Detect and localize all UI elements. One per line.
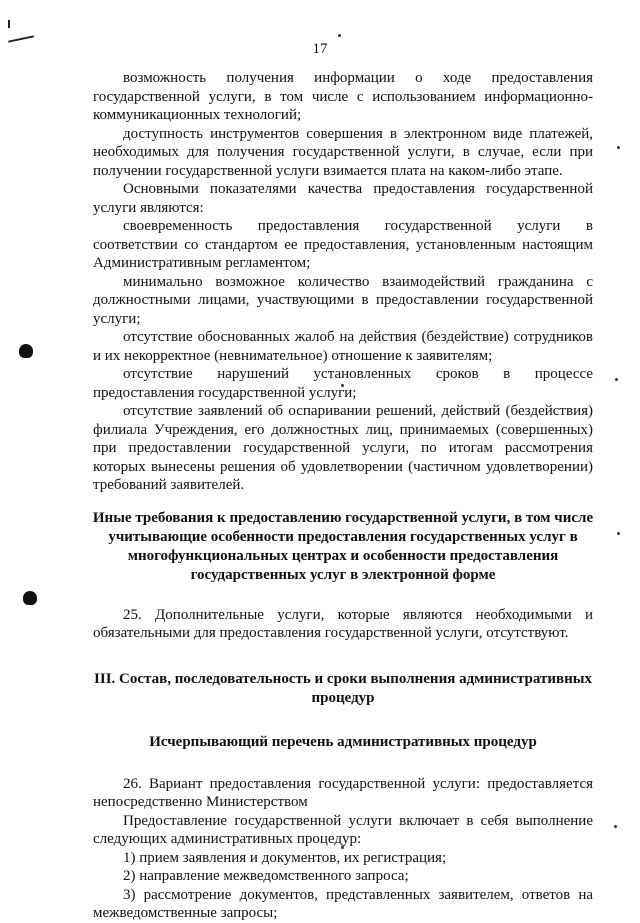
paragraph: минимально возможное количество взаимодействий гражданина с должностными лицами, участвующими в предоставлении государственной услуги;	[93, 273, 593, 327]
list-item: 1) прием заявления и документов, их регистрация;	[123, 849, 447, 866]
document-body	[93, 69, 593, 923]
paragraph: отсутствие заявлений об оспаривании решений, действий (бездействия) филиала Учреждения, его должностных лиц, принимаемых (совершенных) при предоставлении государственной услуги, по итогам рассмотрения которых вынесены решения об удовлетворении (частичном удовлетворении) требований заявителей.	[93, 403, 593, 493]
paragraph: отсутствие обоснованных жалоб на действия (бездействие) сотрудников и их некорректное (невнимательное) отношение к заявителям;	[93, 329, 593, 364]
paragraph-25: 25. Дополнительные услуги, которые являются необходимыми и обязательными для предоставления государственной услуги, отсутствуют.	[93, 606, 593, 641]
paragraph: Предоставление государственной услуги включает в себя выполнение следующих административных процедур:	[93, 812, 593, 847]
scan-blot	[19, 344, 33, 358]
scan-blot	[23, 591, 37, 605]
section-heading: Иные требования к предоставлению государственной услуги, в том числе учитывающие особенности предоставления государственных услуг в многофункциональных центрах и особенности предоставления государственных услуг в электронной форме	[92, 509, 594, 583]
paragraph: Основными показателями качества предоставления государственной услуги являются:	[93, 181, 593, 216]
paragraph: отсутствие нарушений установленных сроков в процессе предоставления государственной услуги;	[93, 366, 593, 401]
scan-speck	[614, 825, 617, 828]
paragraph-26: 26. Вариант предоставления государственной услуги: предоставляется непосредственно Министерством	[93, 775, 593, 810]
subsection-heading: Исчерпывающий перечень административных процедур	[149, 733, 537, 750]
section-title: III. Состав, последовательность и сроки выполнения административных процедур	[94, 670, 592, 706]
scan-speck	[615, 378, 618, 381]
scan-speck	[617, 146, 620, 149]
scan-mark	[8, 20, 10, 28]
paragraph: возможность получения информации о ходе предоставления государственной услуги, в том числе с использованием информационно-коммуникационных технологий;	[93, 70, 593, 123]
paragraph: доступность инструментов совершения в электронном виде платежей, необходимых для получения государственной услуги, в случае, если при получении государственной услуги взимается плата на каком-либо этапе.	[93, 125, 593, 179]
page-number: 17	[312, 41, 328, 57]
paragraph: своевременность предоставления государственной услуги в соответствии со стандартом ее предоставления, установленным настоящим Административным регламентом;	[93, 218, 593, 271]
list-item: 2) направление межведомственного запроса;	[123, 868, 409, 884]
scan-speck	[338, 34, 341, 37]
list-item: 3) рассмотрение документов, представленных заявителем, ответов на межведомственные запросы;	[93, 886, 593, 921]
scan-speck	[617, 532, 620, 535]
